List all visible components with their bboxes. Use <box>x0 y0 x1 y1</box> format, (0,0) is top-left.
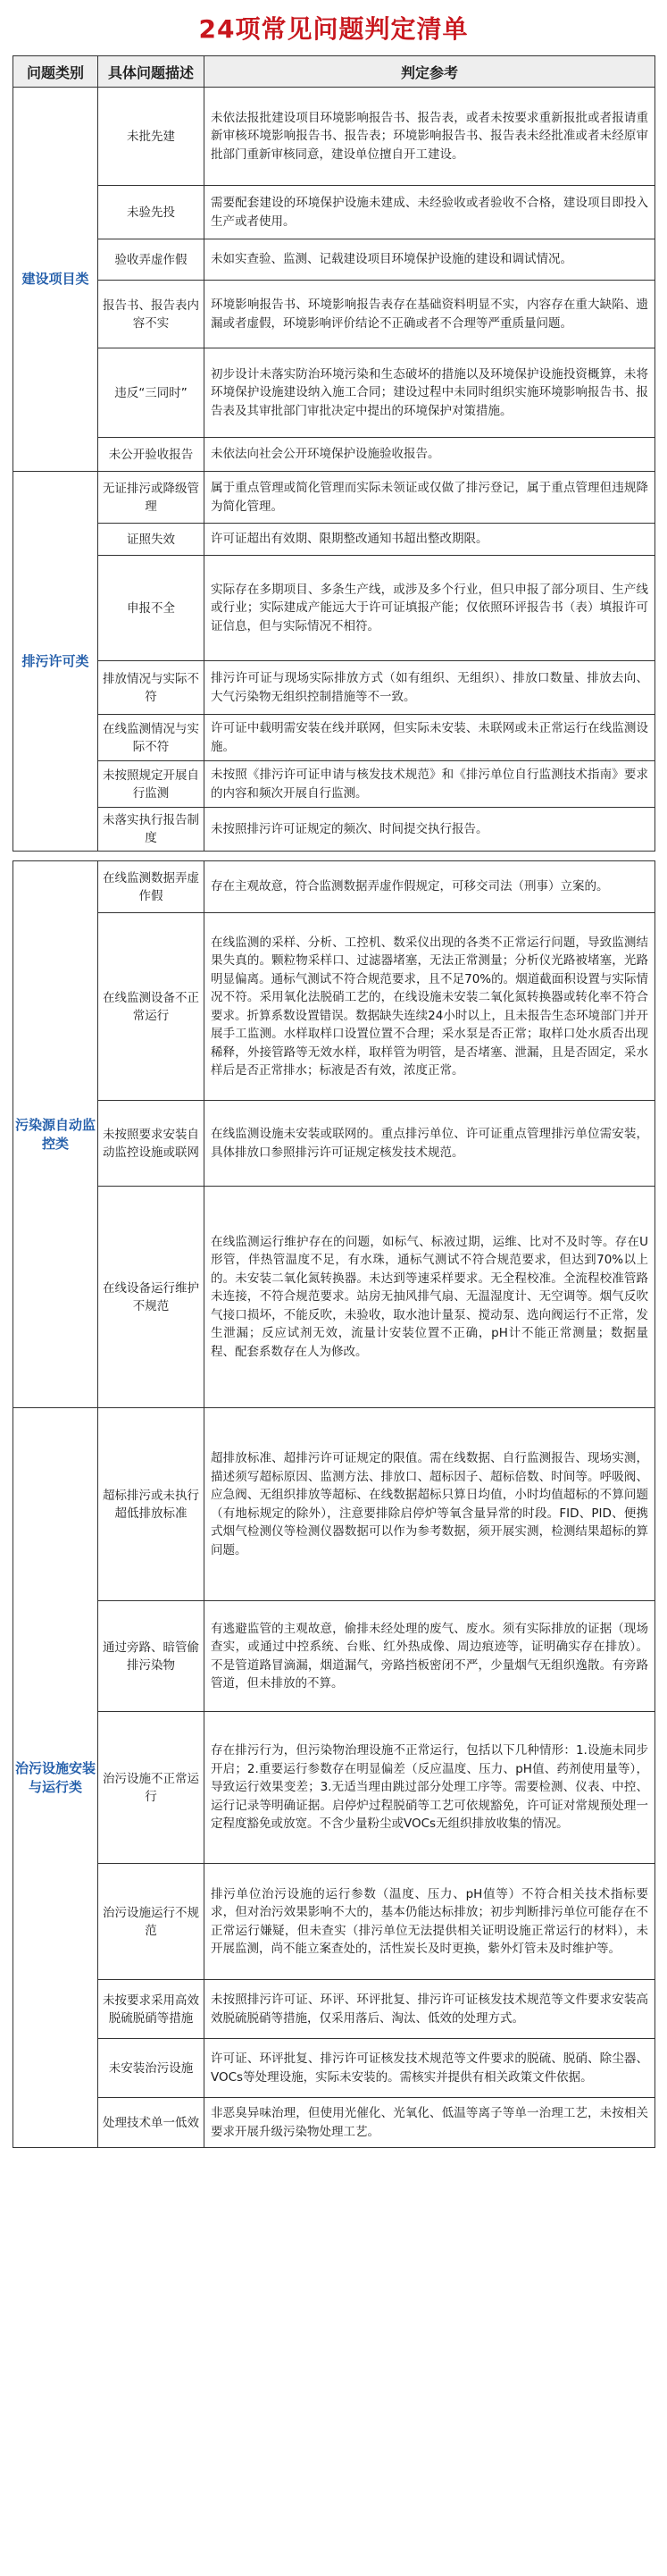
judgment-reference: 未按照《排污许可证申请与核发技术规范》和《排污单位自行监测技术指南》要求的内容和频次开展自行监测。 <box>204 761 655 808</box>
problem-description: 申报不全 <box>98 556 204 661</box>
problem-description: 未批先建 <box>98 88 204 186</box>
judgment-reference: 存在排污行为，但污染物治理设施不正常运行，包括以下几种情形：1.设施未同步开启；2.重要运行参数存在明显偏差（反应温度、压力、pH值、药剂使用量等），导致运行效果变差；3.无适当理由跳过部分处理工序等。需要检测、仪表、中控、运行记录等明确证据。启停炉过程脱硝等工艺可依规豁免，许可证对常规预处理一定程度豁免或放宽。不含少量粉尘或VOCs无组织排放收集的情况。 <box>204 1712 655 1864</box>
judgment-reference: 在线监测运行维护存在的问题，如标气、标液过期，运维、比对不及时等。存在U形管，伴热管温度不足，有水珠，通标气测试不符合规范要求，但达到70%以上的。未安装二氧化氮转换器。未达到等速采样要求。无全程校准。全流程校准管路未连接，不符合规范要求。站房无抽风排气扇、无温湿度计、无空调等。烟气反吹气接口损坏，不能反吹，未验收，取水池计量泵、搅动泵、选向阀运行不正常，发生泄漏；反应试剂无效，流量计安装位置不正确，pH计不能正常测量；数据量程、配套系数存在人为修改。 <box>204 1187 655 1408</box>
header-description: 具体问题描述 <box>98 56 204 88</box>
problem-description: 在线监测数据弄虚作假 <box>98 861 204 913</box>
table-row <box>13 1408 655 1601</box>
table-header-row <box>13 56 655 88</box>
judgment-reference: 排污单位治污设施的运行参数（温度、压力、pH值等）不符合相关技术指标要求，但对治污效果影响不大的，基本仍能达标排放；初步判断排污单位可能存在不正常运行嫌疑，但未查实（排污单位无法提供相关证明设施正常运行的材料），未开展监测，尚不能立案查处的，活性炭长及时更换，紫外灯管未及时维护等。 <box>204 1864 655 1980</box>
table-row <box>13 1864 655 1980</box>
problem-description: 未按照规定开展自行监测 <box>98 761 204 808</box>
judgment-reference: 未如实查验、监测、记载建设项目环境保护设施的建设和调试情况。 <box>204 239 655 281</box>
judgment-reference: 许可证、环评批复、排污许可证核发技术规范等文件要求的脱硫、脱硝、除尘器、VOCs等处理设施，实际未安装的。需核实并提供有相关政策文件依据。 <box>204 2039 655 2098</box>
category-cell: 污染源自动监控类 <box>13 861 98 1408</box>
judgment-reference: 有逃避监管的主观故意，偷排未经处理的废气、废水。须有实际排放的证据（现场查实，或通过中控系统、台账、红外热成像、周边痕迹等，证明确实存在排放）。不是管道路冒滴漏，烟道漏气，旁路挡板密闭不严，少量烟气无组织逸散。有旁路管道，但未排放的不算。 <box>204 1601 655 1712</box>
problem-description: 未安装治污设施 <box>98 2039 204 2098</box>
judgment-reference: 许可证超出有效期、限期整改通知书超出整改期限。 <box>204 524 655 556</box>
table-row <box>13 861 655 913</box>
table-row <box>13 808 655 852</box>
table-row <box>13 88 655 186</box>
checklist-table <box>13 55 655 2148</box>
problem-description: 验收弄虚作假 <box>98 239 204 281</box>
problem-description: 在线监测情况与实际不符 <box>98 715 204 761</box>
table-row <box>13 913 655 1101</box>
problem-description: 未落实执行报告制度 <box>98 808 204 852</box>
judgment-reference: 未按照排污许可证、环评、环评批复、排污许可证核发技术规范等文件要求安装高效脱硫脱硝等措施，仅采用落后、淘汰、低效的处理方式。 <box>204 1980 655 2039</box>
problem-description: 处理技术单一低效 <box>98 2098 204 2148</box>
problem-description: 通过旁路、暗管偷排污染物 <box>98 1601 204 1712</box>
table-row <box>13 348 655 438</box>
table-row <box>13 1980 655 2039</box>
judgment-reference: 初步设计未落实防治环境污染和生态破坏的措施以及环境保护设施投资概算，未将环境保护设施建设纳入施工合同；建设过程中未同时组织实施环境影响报告书、报告表及其审批部门审批决定中提出的环境保护对策措施。 <box>204 348 655 438</box>
table-row <box>13 1101 655 1187</box>
table-row <box>13 2039 655 2098</box>
problem-description: 报告书、报告表内容不实 <box>98 281 204 348</box>
section-gap-cell <box>13 852 655 861</box>
table-row <box>13 715 655 761</box>
problem-description: 未验先投 <box>98 186 204 239</box>
table-row <box>13 524 655 556</box>
table-row <box>13 1712 655 1864</box>
judgment-reference: 非恶臭异味治理，但使用光催化、光氧化、低温等离子等单一治理工艺，未按相关要求开展升级污染物处理工艺。 <box>204 2098 655 2148</box>
table-row <box>13 472 655 524</box>
problem-description: 治污设施不正常运行 <box>98 1712 204 1864</box>
problem-description: 违反“三同时” <box>98 348 204 438</box>
problem-description: 超标排污或未执行超低排放标准 <box>98 1408 204 1601</box>
problem-description: 治污设施运行不规范 <box>98 1864 204 1980</box>
problem-description: 在线设备运行维护不规范 <box>98 1187 204 1408</box>
judgment-reference: 超排放标准、超排污许可证规定的限值。需在线数据、自行监测报告、现场实测，描述须写超标原因、监测方法、排放口、超标因子、超标倍数、时间等。呼吸阀、应急阀、无组织排放等超标、在线数据超标只算日均值，小时均值超标的不算问题（有地标规定的除外），注意要排除启停炉等氧含量异常的时段。FID、PID、便携式烟气检测仪等检测仪器数据可以作为参考数据，须开展实测，检测结果超标的算问题。 <box>204 1408 655 1601</box>
judgment-reference: 需要配套建设的环境保护设施未建成、未经验收或者验收不合格，建设项目即投入生产或者使用。 <box>204 186 655 239</box>
table-row <box>13 2098 655 2148</box>
judgment-reference: 实际存在多期项目、多条生产线，或涉及多个行业，但只申报了部分项目、生产线或行业；实际建成产能远大于许可证填报产能；仅依照环评报告书（表）填报许可证信息，但与实际情况不相符。 <box>204 556 655 661</box>
table-row <box>13 281 655 348</box>
table-row <box>13 186 655 239</box>
judgment-reference: 属于重点管理或简化管理而实际未领证或仅做了排污登记，属于重点管理但违规降为简化管理。 <box>204 472 655 524</box>
problem-description: 证照失效 <box>98 524 204 556</box>
judgment-reference: 在线监测设施未安装或联网的。重点排污单位、许可证重点管理排污单位需安装，具体排放口参照排污许可证规定核发技术规范。 <box>204 1101 655 1187</box>
table-row <box>13 1187 655 1408</box>
judgment-reference: 在线监测的采样、分析、工控机、数采仪出现的各类不正常运行问题，导致监测结果失真的。颗粒物采样口、过滤器堵塞，无法正常测量；分析仪光路被堵塞，光路明显偏离。通标气测试不符合规范要求，且不足70%的。烟道截面积设置与实际情况不符。采用氧化法脱硝工艺的，在线设施未安装二氧化氮转换器或转化率不符合要求。折算系数设置错误。数据缺失连续24小时以上，且未报告生态环境部门并开展手工监测。水样取样口设置位置不合理；采水泵是否正常；取样口处水质否出现稀释，外接管路等无效水样，取样管为明管，是否堵塞、泄漏，且是否固定，采水样后是否正常排水；标液是否有效，浓度正常。 <box>204 913 655 1101</box>
table-row <box>13 661 655 715</box>
problem-description: 未按照要求安装自动监控设施或联网 <box>98 1101 204 1187</box>
header-reference: 判定参考 <box>204 56 655 88</box>
category-cell: 治污设施安装与运行类 <box>13 1408 98 2148</box>
table-row <box>13 1601 655 1712</box>
header-category: 问题类别 <box>13 56 98 88</box>
category-cell: 建设项目类 <box>13 88 98 472</box>
judgment-reference: 排污许可证与现场实际排放方式（如有组织、无组织）、排放口数量、排放去向、大气污染物无组织控制措施等不一致。 <box>204 661 655 715</box>
problem-description: 未公开验收报告 <box>98 438 204 472</box>
table-row <box>13 556 655 661</box>
judgment-reference: 存在主观故意，符合监测数据弄虚作假规定，可移交司法（刑事）立案的。 <box>204 861 655 913</box>
problem-description: 排放情况与实际不符 <box>98 661 204 715</box>
page-title: 24项常见问题判定清单 <box>198 14 469 44</box>
table-row <box>13 239 655 281</box>
section-gap <box>13 852 655 861</box>
table-body <box>13 88 655 2148</box>
judgment-reference: 环境影响报告书、环境影响报告表存在基础资料明显不实，内容存在重大缺陷、遗漏或者虚假，环境影响评价结论不正确或者不合理等严重质量问题。 <box>204 281 655 348</box>
judgment-reference: 许可证中载明需安装在线并联网，但实际未安装、未联网或未正常运行在线监测设施。 <box>204 715 655 761</box>
table-row <box>13 438 655 472</box>
judgment-reference: 未按照排污许可证规定的频次、时间提交执行报告。 <box>204 808 655 852</box>
problem-description: 未按要求采用高效脱硫脱硝等措施 <box>98 1980 204 2039</box>
page <box>13 0 654 2148</box>
judgment-reference: 未依法报批建设项目环境影响报告书、报告表，或者未按要求重新报批或者报请重新审核环境影响报告书、报告表；环境影响报告书、报告表未经批准或者未经原审批部门重新审核同意，建设单位擅自开工建设。 <box>204 88 655 186</box>
category-cell: 排污许可类 <box>13 472 98 852</box>
judgment-reference: 未依法向社会公开环境保护设施验收报告。 <box>204 438 655 472</box>
problem-description: 无证排污或降级管理 <box>98 472 204 524</box>
table-row <box>13 761 655 808</box>
problem-description: 在线监测设备不正常运行 <box>98 913 204 1101</box>
